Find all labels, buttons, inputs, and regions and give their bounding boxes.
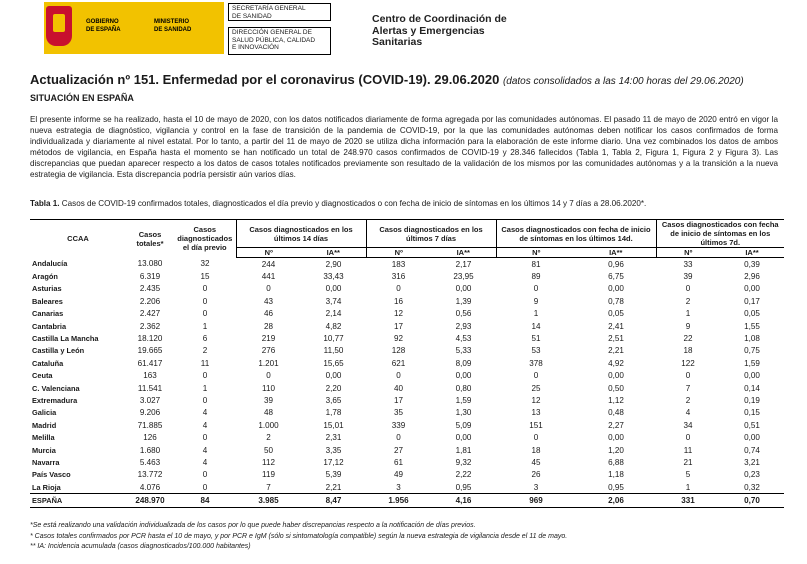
value-cell: 0,05 <box>744 309 760 319</box>
value-cell: 15,01 <box>323 420 344 430</box>
value-cell: 0,00 <box>744 433 760 443</box>
value-cell: 2.206 <box>139 296 161 306</box>
value-cell: 6,75 <box>608 272 624 282</box>
value-cell: 122 <box>681 358 695 368</box>
value-cell: 14 <box>531 321 541 331</box>
ccaes-name: Centro de Coordinación de Alertas y Emergencias Sanitarias <box>372 13 507 48</box>
value-cell: 6 <box>202 334 208 344</box>
value-cell: 2,17 <box>455 259 472 269</box>
value-cell: 0,15 <box>744 408 760 418</box>
value-cell: 11 <box>200 358 210 368</box>
footnote: *Se está realizando una validación individualizada de los casos por lo que puede haber discrepancias respecto a la notificación de días previos. <box>30 522 476 529</box>
value-cell: 3,21 <box>744 457 760 467</box>
value-cell: 5.463 <box>139 457 161 467</box>
value-cell: 61 <box>393 457 403 467</box>
value-cell: 0,75 <box>744 346 760 356</box>
value-cell: 17,12 <box>323 457 344 467</box>
value-cell: 0 <box>396 284 401 294</box>
value-cell: 0,80 <box>455 383 472 393</box>
value-cell: 0,70 <box>720 494 784 508</box>
value-cell: 89 <box>531 272 541 282</box>
table-row <box>30 431 784 443</box>
value-cell: 11 <box>683 445 693 455</box>
table-body <box>30 258 784 508</box>
value-cell: 53 <box>531 346 541 356</box>
value-cell: 1.956 <box>366 494 431 508</box>
cases-table <box>30 219 784 508</box>
value-cell: 126 <box>143 433 157 443</box>
value-cell: 4 <box>202 420 208 430</box>
value-cell: 28 <box>263 321 273 331</box>
value-cell: 0 <box>533 371 539 381</box>
value-cell: 0 <box>533 284 539 294</box>
table-row <box>30 481 784 494</box>
value-cell: 1,78 <box>325 408 342 418</box>
table-total-row <box>30 494 784 508</box>
value-cell: 11,50 <box>323 346 344 356</box>
value-cell: 0,00 <box>455 371 472 381</box>
value-cell: 1,39 <box>455 296 472 306</box>
table-row <box>30 345 784 357</box>
value-cell: 5 <box>685 470 691 480</box>
value-cell: 183 <box>391 259 406 269</box>
value-cell: 17 <box>393 395 403 405</box>
col-n: Nº <box>366 248 431 258</box>
ccaa-cell: Cantabria <box>32 321 67 331</box>
value-cell: 2,31 <box>325 433 342 443</box>
value-cell: 17 <box>393 321 403 331</box>
value-cell: 0,00 <box>325 371 342 381</box>
value-cell: 81 <box>531 259 541 269</box>
value-cell: 9.206 <box>139 408 161 418</box>
value-cell: 18.120 <box>137 334 163 344</box>
value-cell: 1.000 <box>258 420 279 430</box>
value-cell: 0,78 <box>608 296 624 306</box>
value-cell: 0 <box>202 296 208 306</box>
ccaa-cell: Galicia <box>32 408 57 418</box>
value-cell: 9,32 <box>455 457 472 467</box>
value-cell: 621 <box>391 358 406 368</box>
value-cell: 8,09 <box>455 358 472 368</box>
value-cell: 46 <box>263 309 273 319</box>
value-cell: 0,39 <box>744 259 760 269</box>
table-row <box>30 320 784 332</box>
value-cell: 2.435 <box>139 284 161 294</box>
value-cell: 151 <box>529 420 543 430</box>
col-n: Nº <box>496 248 576 258</box>
value-cell: 21 <box>683 457 693 467</box>
value-cell: 7 <box>266 482 271 492</box>
value-cell: 16 <box>393 296 403 306</box>
value-cell: 4,82 <box>325 321 342 331</box>
value-cell: 12 <box>531 395 541 405</box>
ccaa-cell: Cataluña <box>32 358 64 368</box>
value-cell: 18 <box>531 445 541 455</box>
value-cell: 6.319 <box>139 272 161 282</box>
direccion-box: DIRECCIÓN GENERAL DE SALUD PÚBLICA, CALIDAD E INNOVACIÓN <box>228 27 331 55</box>
col-ia: IA** <box>301 248 366 258</box>
value-cell: 71.885 <box>137 420 163 430</box>
value-cell: 4,16 <box>431 494 496 508</box>
value-cell: 163 <box>143 371 157 381</box>
value-cell: 33,43 <box>323 272 344 282</box>
value-cell: 2,41 <box>608 321 624 331</box>
value-cell: 18 <box>683 346 693 356</box>
ccaa-cell: Canarias <box>32 309 64 319</box>
value-cell: 2,96 <box>744 272 760 282</box>
ccaa-cell: Castilla y León <box>32 346 85 356</box>
table-row <box>30 357 784 369</box>
value-cell: 15,65 <box>323 358 344 368</box>
value-cell: 1.680 <box>139 445 161 455</box>
value-cell: 5,39 <box>325 470 342 480</box>
ccaa-cell: Extremadura <box>32 395 78 405</box>
value-cell: 39 <box>683 272 693 282</box>
value-cell: 1 <box>685 482 691 492</box>
value-cell: 1,59 <box>744 358 760 368</box>
value-cell: 3,65 <box>325 395 342 405</box>
value-cell: 5,09 <box>455 420 472 430</box>
value-cell: 2,27 <box>608 420 624 430</box>
value-cell: 1 <box>202 383 208 393</box>
value-cell: 119 <box>262 470 275 480</box>
ccaa-cell: Navarra <box>32 457 60 467</box>
value-cell: 0,95 <box>608 482 624 492</box>
title-text: Actualización nº 151. Enfermedad por el coronavirus (COVID-19). 29.06.2020 <box>30 72 500 87</box>
value-cell: 3.027 <box>139 395 161 405</box>
ccaa-cell: Murcia <box>32 445 56 455</box>
value-cell: 0 <box>533 433 539 443</box>
value-cell: 27 <box>393 445 403 455</box>
value-cell: 0 <box>202 309 208 319</box>
value-cell: 34 <box>683 420 693 430</box>
value-cell: 50 <box>263 445 273 455</box>
value-cell: 48 <box>263 408 273 418</box>
value-cell: 0 <box>396 433 401 443</box>
value-cell: 0,48 <box>608 408 624 418</box>
table-row <box>30 407 784 419</box>
value-cell: 4 <box>202 457 208 467</box>
value-cell: 5,33 <box>455 346 472 356</box>
value-cell: 4.076 <box>139 482 161 492</box>
value-cell: 1,59 <box>455 395 472 405</box>
value-cell: 61.417 <box>137 358 163 368</box>
value-cell: 84 <box>174 494 236 508</box>
value-cell: 0,00 <box>455 284 472 294</box>
value-cell: 6,88 <box>608 457 624 467</box>
value-cell: 2,93 <box>455 321 472 331</box>
value-cell: 1,20 <box>608 445 624 455</box>
value-cell: 2,21 <box>608 346 624 356</box>
value-cell: 0,95 <box>455 482 472 492</box>
value-cell: 0,74 <box>744 445 760 455</box>
value-cell: 0,00 <box>744 371 760 381</box>
value-cell: 45 <box>531 457 541 467</box>
table-row <box>30 456 784 468</box>
value-cell: 0 <box>685 371 691 381</box>
value-cell: 0,51 <box>744 420 760 430</box>
value-cell: 1,18 <box>608 470 624 480</box>
value-cell: 92 <box>393 334 403 344</box>
value-cell: 3,35 <box>325 445 342 455</box>
value-cell: 2 <box>202 346 208 356</box>
value-cell: 276 <box>261 346 276 356</box>
ccaa-cell: Asturias <box>32 284 62 294</box>
value-cell: 0 <box>202 371 208 381</box>
ccaa-cell: C. Valenciana <box>32 383 80 393</box>
footnotes <box>30 521 567 553</box>
value-cell: 0,00 <box>608 284 624 294</box>
table-header-row <box>30 220 784 248</box>
table-row <box>30 258 784 271</box>
table-caption <box>30 199 646 208</box>
value-cell: 2.362 <box>139 321 161 331</box>
value-cell: 2 <box>266 433 271 443</box>
table-row <box>30 419 784 431</box>
table-row <box>30 308 784 320</box>
footnote: * Casos totales confirmados por PCR hasta el 10 de mayo, y por PCR e IgM (sólo si sintomatología compatible) según la nueva estrategia de vigilancia desde el 11 de mayo. <box>30 532 568 540</box>
value-cell: 0,56 <box>455 309 472 319</box>
value-cell: 2,20 <box>325 383 342 393</box>
value-cell: 110 <box>262 383 275 393</box>
value-cell: 25 <box>531 383 541 393</box>
table-caption-text: Casos de COVID-19 confirmados totales, diagnosticados el día previo y diagnosticados o con fecha de inicio de síntomas en los últimos 14 y 7 días a 28.06.2020*. <box>61 199 647 208</box>
value-cell: 43 <box>263 296 273 306</box>
value-cell: 10,77 <box>323 334 344 344</box>
title-note: (datos consolidados a las 14:00 horas del 29.06.2020) <box>502 76 744 87</box>
government-logo <box>44 2 224 54</box>
value-cell: 112 <box>262 457 275 467</box>
coat-of-arms-icon <box>46 6 72 46</box>
value-cell: 0,32 <box>744 482 760 492</box>
value-cell: 2,21 <box>325 482 342 492</box>
value-cell: 39 <box>263 395 273 405</box>
value-cell: 331 <box>656 494 720 508</box>
value-cell: 0,14 <box>744 383 760 393</box>
value-cell: 4,92 <box>608 358 624 368</box>
col-totales: Casos totales* <box>126 220 174 258</box>
value-cell: 51 <box>531 334 541 344</box>
value-cell: 0,23 <box>744 470 760 480</box>
value-cell: 4,53 <box>455 334 472 344</box>
col-n: Nº <box>236 248 301 258</box>
col-previo: Casos diagnosticados el día previo <box>174 220 236 258</box>
value-cell: 0 <box>685 284 691 294</box>
value-cell: 2.427 <box>139 309 161 319</box>
value-cell: 0,00 <box>744 284 760 294</box>
value-cell: 13 <box>531 408 541 418</box>
col-ia: IA** <box>576 248 656 258</box>
value-cell: 2,06 <box>576 494 656 508</box>
ccaa-cell: Madrid <box>32 420 57 430</box>
secretaria-box: SECRETARÍA GENERAL DE SANIDAD <box>228 3 331 21</box>
ccaa-cell: Baleares <box>32 296 63 306</box>
value-cell: 248.970 <box>126 494 174 508</box>
table-row <box>30 270 784 282</box>
table-row <box>30 332 784 344</box>
logo-gobierno-text: GOBIERNO DE ESPAÑA <box>86 19 121 33</box>
table-row <box>30 394 784 406</box>
value-cell: 128 <box>391 346 406 356</box>
col-ia: IA** <box>431 248 496 258</box>
value-cell: 0 <box>202 433 208 443</box>
value-cell: 0,00 <box>325 284 342 294</box>
value-cell: 7 <box>685 383 691 393</box>
value-cell: 244 <box>261 259 276 269</box>
value-cell: 1.201 <box>258 358 279 368</box>
ccaa-cell: ESPAÑA <box>30 494 126 508</box>
value-cell: 12 <box>393 309 403 319</box>
page-header <box>0 0 807 60</box>
ccaa-cell: La Rioja <box>32 482 61 492</box>
col-group-sintomas-7d: Casos diagnosticados con fecha de inicio de síntomas en los últimos 7d. <box>656 220 784 248</box>
col-ccaa: CCAA <box>30 220 126 258</box>
value-cell: 19.665 <box>137 346 163 356</box>
value-cell: 0,96 <box>608 259 624 269</box>
table-row <box>30 295 784 307</box>
col-group-14d: Casos diagnosticados en los últimos 14 días <box>236 220 366 248</box>
value-cell: 2,90 <box>325 259 342 269</box>
value-cell: 8,47 <box>301 494 366 508</box>
value-cell: 23,95 <box>453 272 474 282</box>
value-cell: 4 <box>685 408 691 418</box>
value-cell: 0,00 <box>608 433 624 443</box>
table-row <box>30 444 784 456</box>
value-cell: 2 <box>685 296 691 306</box>
table-row <box>30 382 784 394</box>
value-cell: 13.080 <box>137 259 163 269</box>
value-cell: 0,00 <box>455 433 472 443</box>
ccaa-cell: Andalucía <box>32 259 68 269</box>
value-cell: 0 <box>202 284 208 294</box>
value-cell: 0,05 <box>608 309 624 319</box>
value-cell: 1 <box>533 309 539 319</box>
value-cell: 219 <box>261 334 276 344</box>
value-cell: 0,50 <box>608 383 624 393</box>
section-heading: SITUACIÓN EN ESPAÑA <box>30 93 134 103</box>
value-cell: 3 <box>533 482 539 492</box>
value-cell: 0 <box>685 433 691 443</box>
col-group-7d: Casos diagnosticados en los últimos 7 días <box>366 220 496 248</box>
value-cell: 4 <box>202 445 208 455</box>
value-cell: 0 <box>202 482 208 492</box>
value-cell: 32 <box>200 259 210 269</box>
footnote: ** IA: Incidencia acumulada (casos diagnosticados/100.000 habitantes) <box>30 543 251 550</box>
value-cell: 378 <box>529 358 543 368</box>
value-cell: 1,55 <box>744 321 760 331</box>
value-cell: 35 <box>393 408 403 418</box>
value-cell: 3.985 <box>236 494 301 508</box>
value-cell: 339 <box>391 420 406 430</box>
value-cell: 1,81 <box>455 445 472 455</box>
value-cell: 0,17 <box>744 296 760 306</box>
value-cell: 0,00 <box>608 371 624 381</box>
value-cell: 0 <box>202 470 208 480</box>
value-cell: 49 <box>393 470 403 480</box>
ccaa-cell: País Vasco <box>32 470 71 480</box>
value-cell: 3 <box>396 482 401 492</box>
table-row <box>30 370 784 382</box>
value-cell: 3,74 <box>325 296 342 306</box>
value-cell: 1,12 <box>608 395 624 405</box>
ccaa-cell: Castilla La Mancha <box>32 334 99 344</box>
logo-ministerio-text: MINISTERIO DE SANIDAD <box>154 19 192 33</box>
value-cell: 969 <box>496 494 576 508</box>
table-row <box>30 283 784 295</box>
ccaa-cell: Aragón <box>32 272 58 282</box>
value-cell: 26 <box>531 470 541 480</box>
table-caption-label: Tabla 1. <box>30 199 60 208</box>
value-cell: 0,19 <box>744 395 760 405</box>
value-cell: 2,22 <box>455 470 472 480</box>
ccaa-cell: Ceuta <box>32 371 53 381</box>
value-cell: 40 <box>393 383 403 393</box>
value-cell: 9 <box>685 321 691 331</box>
value-cell: 2 <box>685 395 691 405</box>
value-cell: 33 <box>683 259 693 269</box>
value-cell: 2,51 <box>608 334 624 344</box>
value-cell: 11.541 <box>137 383 163 393</box>
value-cell: 0 <box>396 371 401 381</box>
value-cell: 316 <box>391 272 406 282</box>
ccaa-cell: Melilla <box>32 433 55 443</box>
value-cell: 441 <box>261 272 276 282</box>
value-cell: 1 <box>685 309 691 319</box>
value-cell: 4 <box>202 408 208 418</box>
intro-paragraph: El presente informe se ha realizado, hasta el 10 de mayo de 2020, con los datos notificados diariamente de forma agregada por las comunidades autónomas. El pasado 11 de mayo de 2020 entró en vigor la nueva estrategia de diagnóstico, vigilancia y control en la fase de transición de la pandemia de COVID-19, por la que las comunidades autónomas deben notificar los casos confirmados de forma individualizada y diariamente al nivel estatal. Por lo tanto, a partir del 11 de mayo de 2020 se utiliza dicha información para la elaboración de este informe diario. Una vez combinados los datos de ambos métodos de vigilancia, en España hasta el momento se han notificado un total de 248.970 casos confirmados de COVID-19 y 28.346 fallecidos (Tabla 1, Tabla 2, Figura 1, Figura 2 y Figura 3). Las discrepancias que puedan aparecer respecto a los datos de casos totales notificados previamente son resultado de la validación de los mismos por las comunidades autónomas y a la transición a la nueva estrategia de vigilancia. Esta discrepancia podría persistir aún varios días. <box>30 115 778 180</box>
col-n: Nº <box>656 248 720 258</box>
value-cell: 0 <box>202 395 208 405</box>
value-cell: 0 <box>266 284 271 294</box>
col-ia: IA** <box>720 248 784 258</box>
value-cell: 22 <box>683 334 693 344</box>
page-title <box>30 72 744 87</box>
table-row <box>30 469 784 481</box>
value-cell: 0 <box>266 371 271 381</box>
value-cell: 1,30 <box>455 408 472 418</box>
value-cell: 1,08 <box>744 334 760 344</box>
col-group-sintomas-14d: Casos diagnosticados con fecha de inicio de síntomas en los últimos 14d. <box>496 220 656 248</box>
value-cell: 9 <box>533 296 539 306</box>
value-cell: 2,14 <box>325 309 342 319</box>
value-cell: 15 <box>200 272 210 282</box>
value-cell: 13.772 <box>137 470 163 480</box>
value-cell: 1 <box>202 321 208 331</box>
